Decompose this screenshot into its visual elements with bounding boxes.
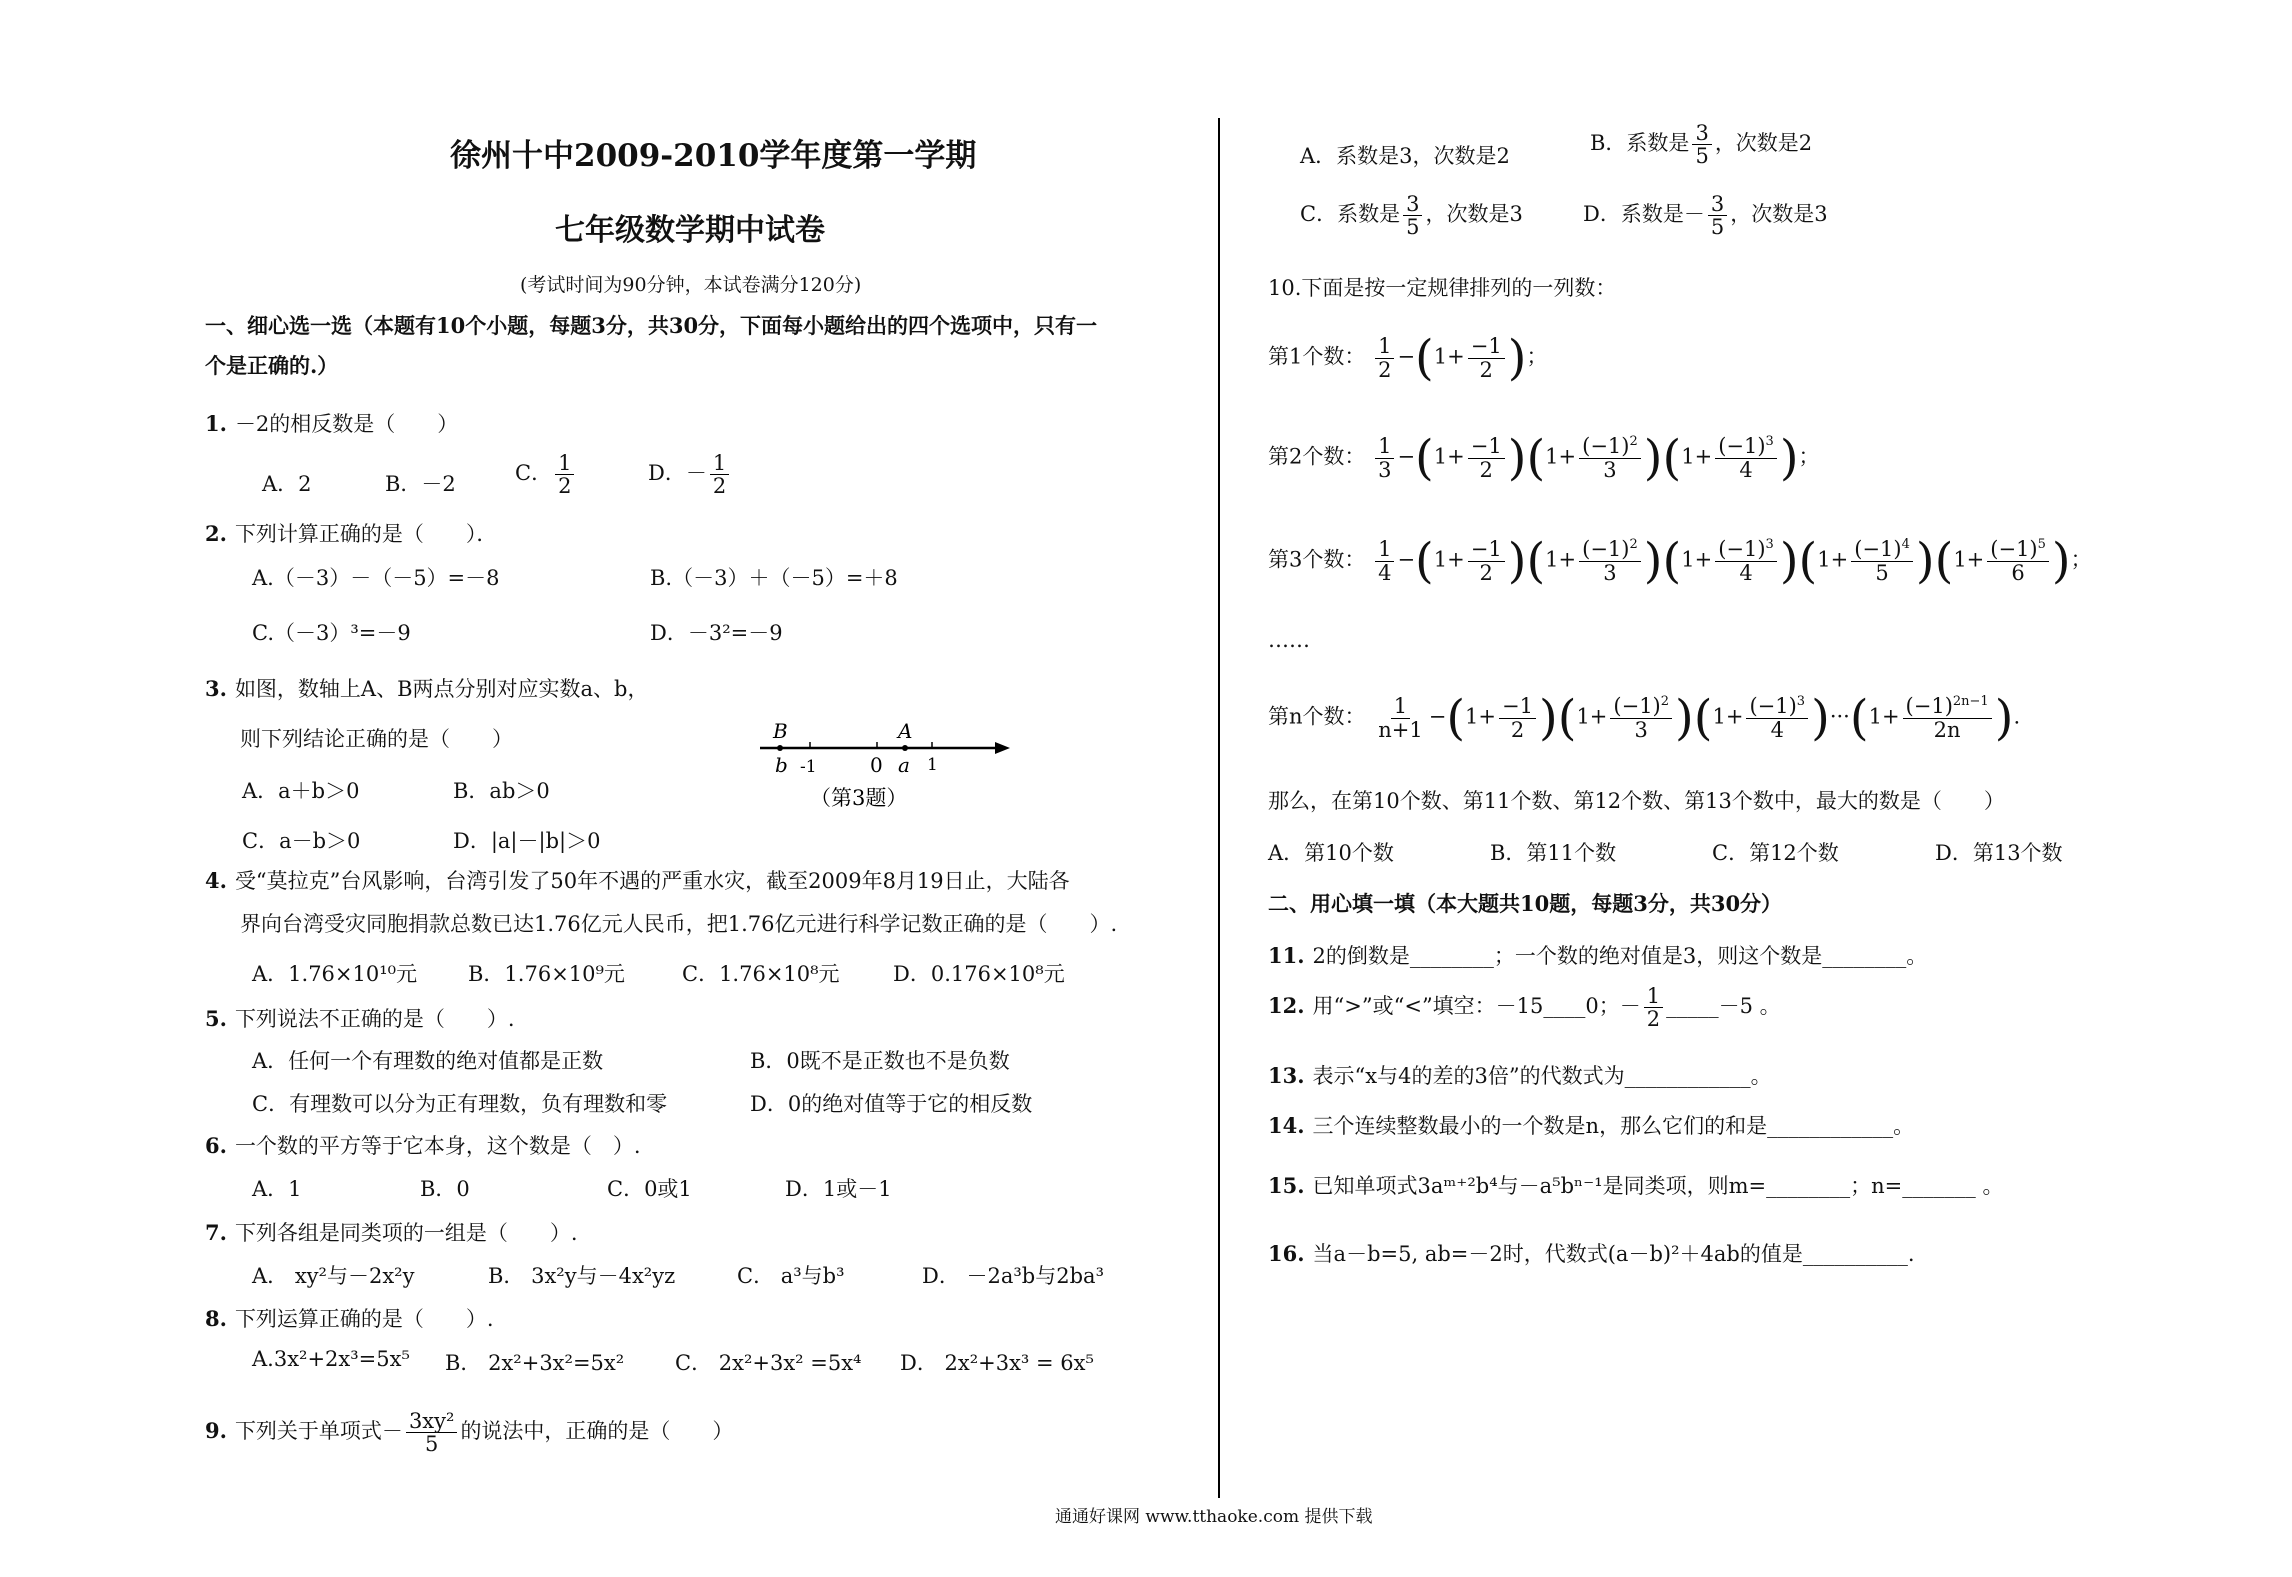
q6-stem: 6. 一个数的平方等于它本身，这个数是（ ）. <box>205 1133 641 1158</box>
q10-row3: 第3个数： $\frac{1}{4}$ −(1+ $\frac{-1}{2}$ )(1+ $\frac{(-1)^2}{3}$ )(1+ $\frac{(-1)^3}{4}$ )(1+ $\frac{(-1)^4}{5}$ )(1+ $\frac{(-1)^5}{6}$ )； <box>1268 533 2092 589</box>
q6-option-a: A．1 <box>252 1177 302 1201</box>
q8-option-a: A.3x²+2x³=5x⁵ <box>252 1347 410 1371</box>
q4-option-b: B．1.76×10⁹元 <box>468 962 625 986</box>
q13: 13. 表示“x与4的差的3倍”的代数式为____________。 <box>1268 1063 1772 1088</box>
exam-title: 徐州十中2009-2010学年度第一学期 <box>450 138 977 174</box>
q10-row-n: 第n个数： $\frac{1}{n+1}$ −(1+ $\frac{-1}{2}$ )(1+ $\frac{(-1)^2}{3}$ )(1+ $\frac{(-1)^3}{4}$ )···(1+ $\frac{(-1)^{2n-1}}{2n}$ ). <box>1268 690 2021 746</box>
label-minus-one: -1 <box>800 757 817 777</box>
q5-option-c: C．有理数可以分为正有理数，负有理数和零 <box>252 1092 668 1116</box>
q3-caption: （第3题） <box>810 786 908 810</box>
q3-option-b: B．ab＞0 <box>453 779 550 803</box>
q3-option-a: A．a＋b＞0 <box>242 779 360 803</box>
exam-note: (考试时间为90分钟，本试卷满分120分) <box>520 274 862 296</box>
section2-heading: 二、用心填一填（本大题共10题，每题3分，共30分） <box>1268 891 1783 916</box>
q7-option-a: A． xy²与－2x²y <box>252 1264 415 1288</box>
q10-option-d: D．第13个数 <box>1935 841 2063 865</box>
q10-option-b: B．第11个数 <box>1490 841 1617 865</box>
q4-option-d: D．0.176×10⁸元 <box>893 962 1065 986</box>
q10-dots: …… <box>1268 628 1310 652</box>
exam-subtitle: 七年级数学期中试卷 <box>555 213 825 248</box>
q2-option-d: D．－3²=－9 <box>650 621 783 645</box>
q7-stem: 7. 下列各组是同类项的一组是（ ）. <box>205 1220 578 1245</box>
q1-number: 1. <box>205 411 227 436</box>
number-line-arrow <box>995 742 1010 754</box>
q9-option-b: B．系数是 $\frac{3}{5}$ ，次数是2 <box>1590 121 1813 169</box>
label-A: A <box>898 720 913 743</box>
q7-option-b: B． 3x²y与－4x²yz <box>488 1264 676 1288</box>
label-a: a <box>898 753 910 777</box>
q4-option-a: A．1.76×10¹⁰元 <box>252 962 418 986</box>
label-B: B <box>773 720 788 743</box>
q11: 11. 2的倒数是________；一个数的绝对值是3，则这个数是________。 <box>1268 943 1928 968</box>
q15: 15. 已知单项式3aᵐ⁺²b⁴与－a⁵bⁿ⁻¹是同类项，则m=________；n=_______ 。 <box>1268 1173 2004 1198</box>
q6-option-c: C．0或1 <box>607 1177 692 1201</box>
q10-option-a: A．第10个数 <box>1268 841 1394 865</box>
q3-option-d: D．|a|－|b|＞0 <box>453 829 601 853</box>
q9-option-d: D．系数是－ $\frac{3}{5}$ ，次数是3 <box>1583 192 1828 240</box>
q8-option-d: D． 2x²+3x³ = 6x⁵ <box>900 1351 1094 1375</box>
q7-option-d: D． －2a³b与2ba³ <box>922 1264 1104 1288</box>
q6-option-b: B．0 <box>420 1177 470 1201</box>
q3-stem2: 则下列结论正确的是（ ） <box>240 727 513 751</box>
q9-stem: 9. 下列关于单项式－ $\frac{\text{3xy²}}{5}$ 的说法中，正确的是（ ） <box>205 1409 734 1457</box>
q5-stem: 5. 下列说法不正确的是（ ）. <box>205 1006 515 1031</box>
q4-stem2: 界向台湾受灾同胞捐款总数已达1.76亿元人民币，把1.76亿元进行科学记数正确的是（ ）. <box>240 912 1118 936</box>
label-one: 1 <box>927 755 938 775</box>
q16: 16. 当a－b=5, ab=－2时，代数式(a－b)²＋4ab的值是__________. <box>1268 1241 1915 1266</box>
q8-option-c: C． 2x²+3x² =5x⁴ <box>675 1351 862 1375</box>
q1-text: －2的相反数是（ ） <box>234 412 459 436</box>
column-divider <box>1218 118 1220 1498</box>
q1-stem <box>205 408 458 438</box>
q2-option-b: B.（－3）＋（－5）=＋8 <box>650 566 898 590</box>
q2-option-a: A.（－3）－（－5）=－8 <box>252 566 500 590</box>
q6-option-d: D．1或－1 <box>785 1177 892 1201</box>
q3-number-line-figure <box>755 720 1015 820</box>
q12: 12. 用“>”或“<”填空：－15____0；－ $\frac{1}{2}$ _____－5 。 <box>1268 984 1781 1032</box>
section1-heading-line1: 一、细心选一选（本题有10个小题，每题3分，共30分，下面每小题给出的四个选项中，只有一 <box>205 313 1098 338</box>
point-a-dot <box>902 745 908 751</box>
q2-option-c: C.（－3）³=－9 <box>252 621 411 645</box>
label-zero: 0 <box>870 753 883 777</box>
q1-option-c: C． $\frac{1}{2}$ <box>515 452 577 497</box>
q9-option-c: C．系数是 $\frac{3}{5}$ ，次数是3 <box>1300 192 1523 240</box>
q3-option-c: C．a－b＞0 <box>242 829 361 853</box>
q1-option-d: D．－ $\frac{1}{2}$ <box>648 452 732 497</box>
q1-option-a: A．2 <box>262 472 312 496</box>
q5-option-a: A．任何一个有理数的绝对值都是正数 <box>252 1049 604 1073</box>
q8-stem: 8. 下列运算正确的是（ ）. <box>205 1306 494 1331</box>
point-b-dot <box>777 745 783 751</box>
q10-row2: 第2个数： $\frac{1}{3}$ −(1+ $\frac{-1}{2}$ )(1+ $\frac{(-1)^2}{3}$ )(1+ $\frac{(-1)^3}{4}$ )； <box>1268 430 1820 486</box>
q3-stem: 3. 如图，数轴上A、B两点分别对应实数a、b， <box>205 676 649 701</box>
q10-stem2: 那么，在第10个数、第11个数、第12个数、第13个数中，最大的数是（ ） <box>1268 789 2005 813</box>
label-b: b <box>775 753 788 777</box>
q10-row1: 第1个数： $\frac{1}{2}$ −(1+ $\frac{-1}{2}$ )； <box>1268 330 1548 386</box>
section1-heading-line2: 个是正确的.） <box>205 353 339 378</box>
q4-option-c: C．1.76×10⁸元 <box>682 962 840 986</box>
q10-stem: 10.下面是按一定规律排列的一列数： <box>1268 276 1617 300</box>
q5-option-d: D．0的绝对值等于它的相反数 <box>750 1092 1033 1116</box>
q4-stem: 4. 受“莫拉克”台风影响，台湾引发了50年不遇的严重水灾，截至2009年8月19日止，大陆各 <box>205 868 1070 893</box>
q14: 14. 三个连续整数最小的一个数是n，那么它们的和是____________。 <box>1268 1113 1915 1138</box>
q9-option-a: A．系数是3，次数是2 <box>1300 144 1510 168</box>
q10-option-c: C．第12个数 <box>1712 841 1839 865</box>
footer-credit: 通通好课网 www.tthaoke.com 提供下载 <box>1055 1507 1373 1527</box>
q5-option-b: B．0既不是正数也不是负数 <box>750 1049 1010 1073</box>
q7-option-c: C． a³与b³ <box>737 1264 845 1288</box>
q2-stem: 2. 下列计算正确的是（ ）． <box>205 521 498 546</box>
q8-option-b: B． 2x²+3x²=5x² <box>445 1351 625 1375</box>
q1-option-b: B．－2 <box>385 472 456 496</box>
